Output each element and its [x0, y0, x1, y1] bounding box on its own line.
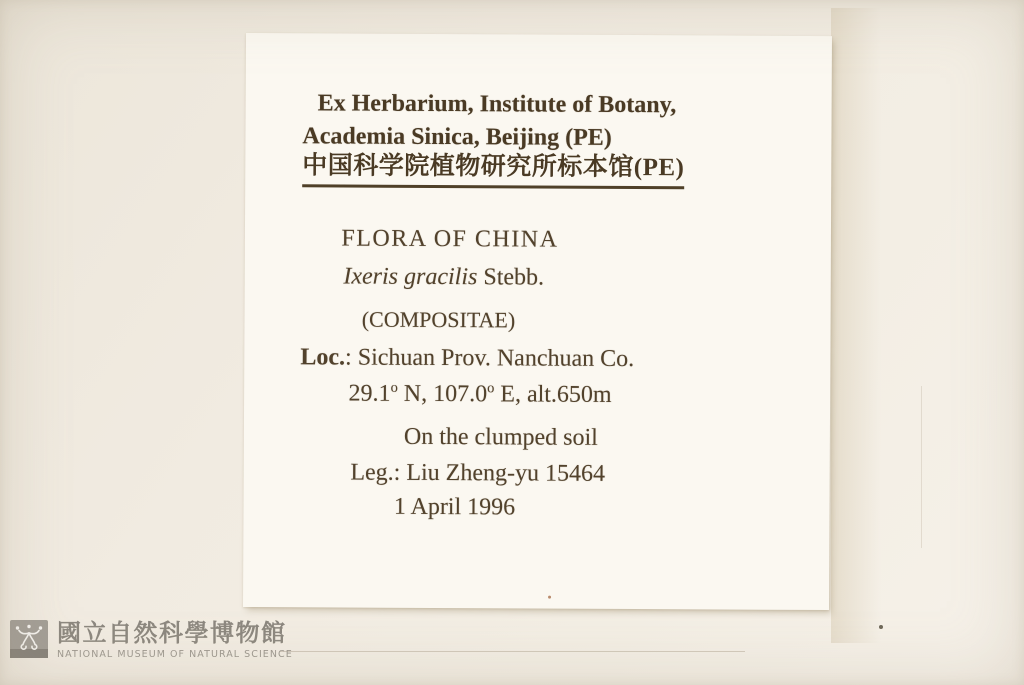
- nmns-logo-icon: [10, 620, 48, 662]
- dust-speck: [548, 596, 551, 599]
- family-name: (COMPOSITAE): [361, 306, 516, 333]
- header-line-2: Academia Sinica, Beijing (PE): [302, 123, 612, 151]
- habitat-line: On the clumped soil: [403, 423, 598, 451]
- coordinates-line: [187, 378, 773, 411]
- locality-line: [174, 342, 760, 375]
- collector-line: Leg.: Liu Zheng-yu 15464: [350, 459, 606, 487]
- locality-label: Loc.: [300, 344, 346, 371]
- species-name-line: [151, 261, 737, 294]
- degree-symbol: o: [390, 379, 398, 396]
- longitude-value: N, 107.0: [397, 380, 488, 408]
- header-line-1: Ex Herbarium, Institute of Botany,: [317, 90, 677, 119]
- backing-sheet-edge-horizontal: [280, 651, 745, 652]
- flora-title: FLORA OF CHINA: [341, 225, 559, 253]
- specimen-label-card: [243, 33, 832, 610]
- latitude-value: 29.1: [348, 380, 391, 407]
- museum-name-english: NATIONAL MUSEUM OF NATURAL SCIENCE: [57, 649, 293, 660]
- species-author: Stebb.: [477, 264, 545, 291]
- species-binomial: Ixeris gracilis: [343, 263, 478, 291]
- museum-watermark: [10, 620, 293, 662]
- card-edge-shadow: [831, 8, 881, 643]
- museum-name-chinese: 國立自然科學博物館: [57, 619, 287, 647]
- underlined-chinese-title: 中国科学院植物研究所标本馆(PE): [302, 150, 684, 189]
- header-line-3-chinese: [302, 150, 684, 189]
- locality-value: : Sichuan Prov. Nanchuan Co.: [345, 344, 635, 373]
- backing-sheet-edge-vertical: [921, 386, 922, 548]
- degree-symbol: o: [487, 380, 495, 397]
- collection-date: 1 April 1996: [393, 493, 516, 521]
- altitude-value: E, alt.650m: [494, 381, 612, 408]
- dust-speck: [879, 625, 883, 629]
